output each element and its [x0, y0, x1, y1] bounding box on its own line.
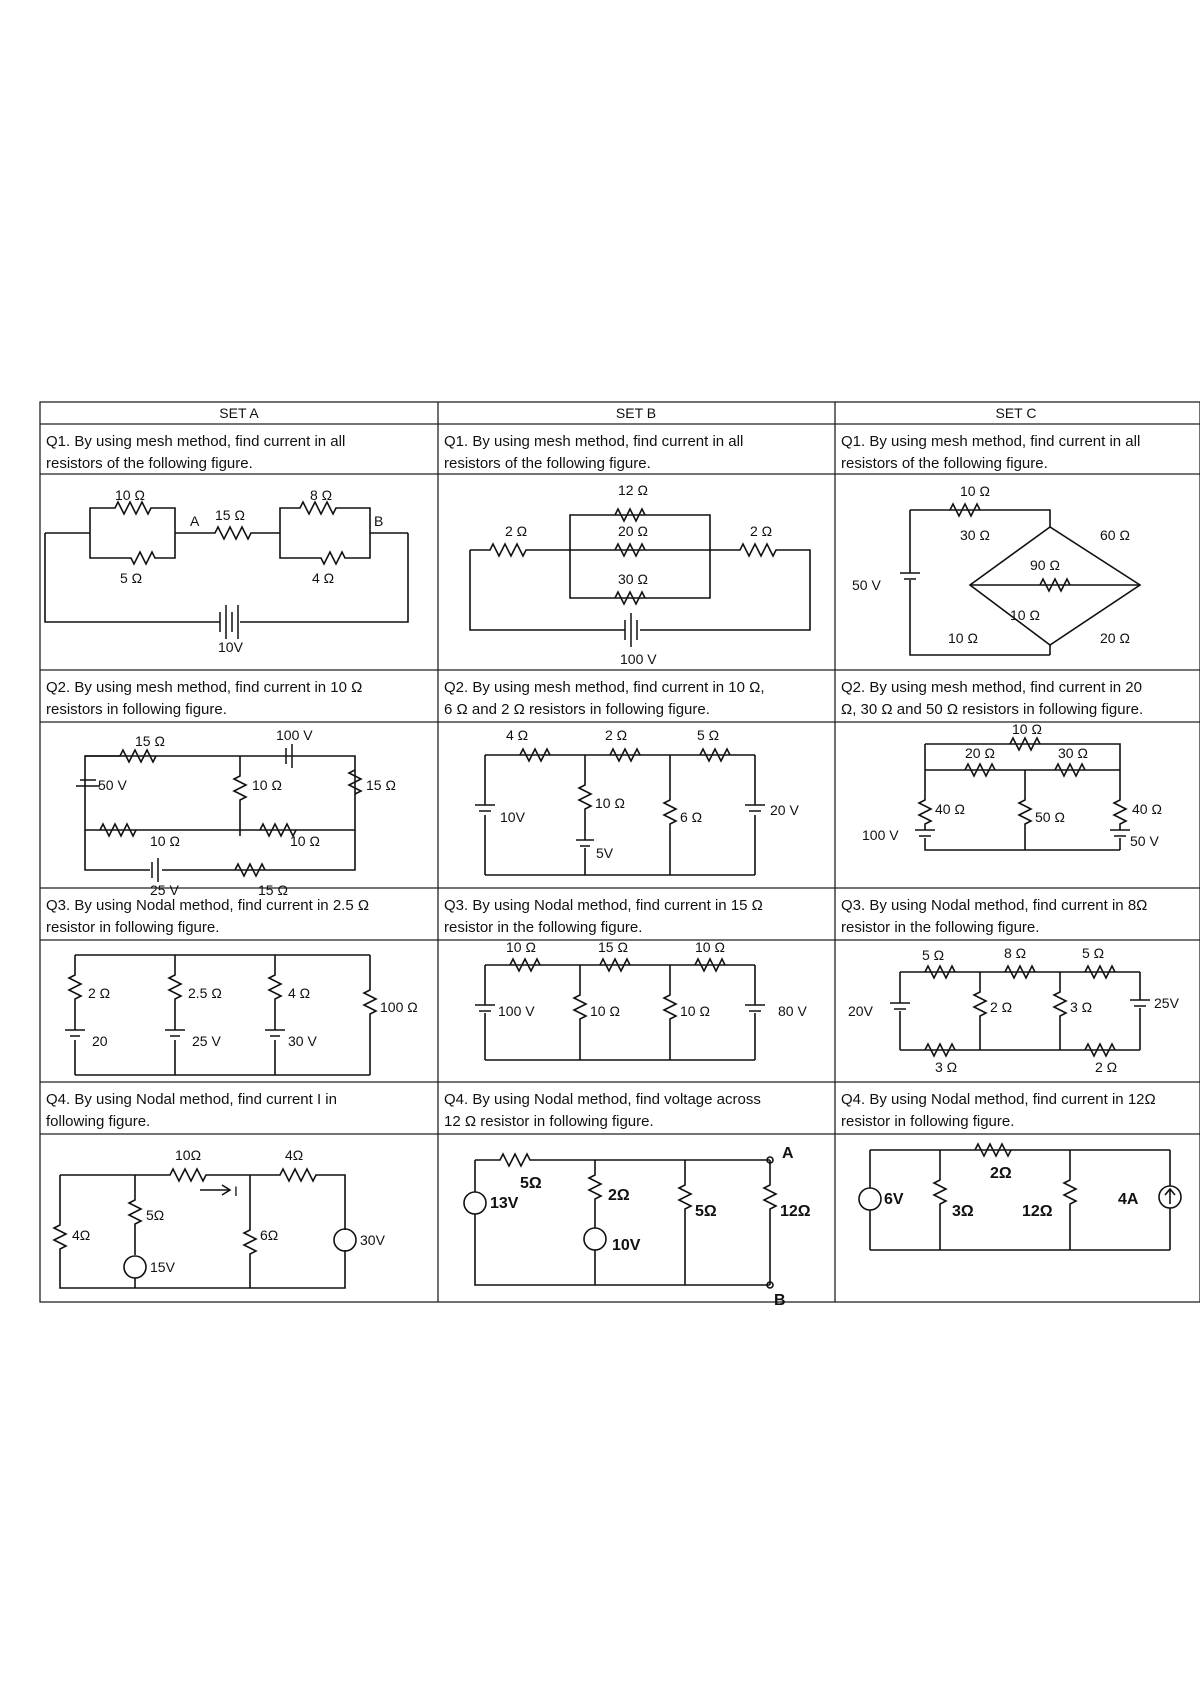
set-b-q2-r5: 6 Ω	[680, 809, 703, 825]
set-c-q2-r3: 30 Ω	[1058, 745, 1088, 761]
set-a-q4-src2: 30V	[360, 1232, 385, 1248]
set-c-q1-r6: 10 Ω	[948, 630, 978, 646]
set-b-q3-r3: 10 Ω	[695, 939, 725, 955]
set-c-q3-src1: 20V	[848, 1003, 873, 1019]
set-c-q1-r7: 20 Ω	[1100, 630, 1130, 646]
set-c-q3-r6: 3 Ω	[935, 1059, 958, 1075]
set-c-q4-r3: 12Ω	[1022, 1203, 1053, 1220]
set-b-q2-line1: Q2. By using mesh method, find current in 10 Ω,	[444, 679, 765, 696]
set-a-q4-src1: 15V	[150, 1259, 175, 1275]
set-b-q4-src1: 13V	[490, 1195, 519, 1212]
set-c-q3-line2: resistor in the following figure.	[841, 919, 1040, 936]
set-b-q3-line1: Q3. By using Nodal method, find current in 15 Ω	[444, 897, 763, 914]
set-b-q3-r5: 10 Ω	[680, 1003, 710, 1019]
set-c-q1-r5: 10 Ω	[1010, 607, 1040, 623]
set-b-q4-r1: 5Ω	[520, 1175, 542, 1192]
set-b-q4-src2: 10V	[612, 1237, 641, 1254]
set-b-q3-r1: 10 Ω	[506, 939, 536, 955]
set-b-q4-r4: 12Ω	[780, 1203, 811, 1220]
set-a-q4-r5: 6Ω	[260, 1227, 279, 1243]
set-a-q4-r1: 10Ω	[175, 1147, 202, 1163]
set-a-q4-r4: 4Ω	[72, 1227, 91, 1243]
set-c-q1-src: 50 V	[852, 577, 881, 593]
set-a-q2-src1: 100 V	[276, 727, 313, 743]
set-c-q4-r1: 2Ω	[990, 1165, 1012, 1182]
set-b-q1-r5: 30 Ω	[618, 571, 648, 587]
set-b-q4-line1: Q4. By using Nodal method, find voltage across	[444, 1091, 761, 1108]
set-a-q2-r3: 15 Ω	[366, 777, 396, 793]
set-a-q2-r1: 15 Ω	[135, 733, 165, 749]
set-a-q2-r5: 10 Ω	[290, 833, 320, 849]
set-a-q4-line2: following figure.	[46, 1113, 151, 1130]
set-c-title: SET C	[995, 405, 1037, 421]
set-c-q2-line1: Q2. By using mesh method, find current in 20	[841, 679, 1142, 696]
set-a-q3-line2: resistor in following figure.	[46, 919, 220, 936]
set-c-q2-r2: 20 Ω	[965, 745, 995, 761]
set-a-q4-cur: I	[234, 1183, 238, 1199]
set-a-q4-line1: Q4. By using Nodal method, find current I in	[46, 1091, 337, 1108]
set-c-q4-line1: Q4. By using Nodal method, find current in 12Ω	[841, 1091, 1156, 1108]
set-b-q3-line2: resistor in the following figure.	[444, 919, 643, 936]
set-b-q4-node-b: B	[774, 1292, 786, 1309]
set-a-q3-line1: Q3. By using Nodal method, find current in 2.5 Ω	[46, 897, 370, 914]
set-c-q4-line2: resistor in following figure.	[841, 1113, 1015, 1130]
set-a-q3-r2: 2.5 Ω	[188, 985, 222, 1001]
set-a-q1-src: 10V	[218, 639, 243, 655]
set-c-q2-line2: Ω, 30 Ω and 50 Ω resistors in following figure.	[841, 701, 1144, 718]
set-b-q1-r2: 2 Ω	[505, 523, 528, 539]
set-c-q4-r2: 3Ω	[952, 1203, 974, 1220]
set-c-q2-src1: 100 V	[862, 827, 899, 843]
set-c-q3-r4: 2 Ω	[990, 999, 1013, 1015]
set-c-q4-src1: 6V	[884, 1191, 904, 1208]
set-a-q2-r4: 10 Ω	[150, 833, 180, 849]
set-b-title: SET B	[615, 405, 657, 421]
set-a-q3-r4: 100 Ω	[380, 999, 418, 1015]
set-a-q1-node-a: A	[190, 513, 200, 529]
set-a-q4-r2: 4Ω	[285, 1147, 304, 1163]
set-b-q1-r1: 12 Ω	[618, 482, 648, 498]
set-a-q1-r4: 8 Ω	[310, 487, 333, 503]
set-a-q3-r3: 4 Ω	[288, 985, 311, 1001]
set-b-q2-r3: 5 Ω	[697, 727, 720, 743]
set-b-q1-src: 100 V	[620, 651, 657, 667]
set-c-q2-r6: 40 Ω	[1132, 801, 1162, 817]
set-c-q2-src2: 50 V	[1130, 833, 1159, 849]
set-c-q1-r3: 60 Ω	[1100, 527, 1130, 543]
set-c-q1-r4: 90 Ω	[1030, 557, 1060, 573]
set-c-q2-r5: 50 Ω	[1035, 809, 1065, 825]
set-b-q1-line2: resistors of the following figure.	[444, 455, 651, 472]
set-c-q1-line2: resistors of the following figure.	[841, 455, 1048, 472]
set-b-q1-line1: Q1. By using mesh method, find current in all	[444, 433, 744, 450]
set-a-q2-src2: 50 V	[98, 777, 127, 793]
set-c-q3-src2: 25V	[1154, 995, 1179, 1011]
set-a-q2-line2: resistors in following figure.	[46, 701, 227, 718]
set-b-q2-r1: 4 Ω	[506, 727, 529, 743]
set-a-q1-line2: resistors of the following figure.	[46, 455, 253, 472]
set-b-q2-r4: 10 Ω	[595, 795, 625, 811]
set-b-q4-line2: 12 Ω resistor in following figure.	[444, 1113, 654, 1130]
set-c-q3-line1: Q3. By using Nodal method, find current in 8Ω	[841, 897, 1148, 914]
set-c-q2-r1: 10 Ω	[1012, 721, 1042, 737]
set-a-q4-r3: 5Ω	[146, 1207, 165, 1223]
set-b-q2-r2: 2 Ω	[605, 727, 628, 743]
set-a-q1-line1: Q1. By using mesh method, find current in all	[46, 433, 346, 450]
set-c-q2-r4: 40 Ω	[935, 801, 965, 817]
set-b-q3-r4: 10 Ω	[590, 1003, 620, 1019]
set-c-q1-line1: Q1. By using mesh method, find current in all	[841, 433, 1141, 450]
set-a-q3-src1: 20	[92, 1033, 108, 1049]
set-a-q1-r2: 5 Ω	[120, 570, 143, 586]
set-b-q3-src1: 100 V	[498, 1003, 535, 1019]
set-a-q2-r2: 10 Ω	[252, 777, 282, 793]
set-b-q2-src1: 10V	[500, 809, 525, 825]
set-a-q1-r5: 4 Ω	[312, 570, 335, 586]
set-a-title: SET A	[219, 405, 259, 421]
set-a-q3-src2: 25 V	[192, 1033, 221, 1049]
set-c-q1-r2: 30 Ω	[960, 527, 990, 543]
set-b-q2-src2: 5V	[596, 845, 614, 861]
set-c-q3-r1: 5 Ω	[922, 947, 945, 963]
set-a-q1-r3: 15 Ω	[215, 507, 245, 523]
set-c-q4-src2: 4A	[1118, 1191, 1139, 1208]
set-c-q3-r2: 8 Ω	[1004, 945, 1027, 961]
set-b-q4-r3: 5Ω	[695, 1203, 717, 1220]
set-a-q3-src3: 30 V	[288, 1033, 317, 1049]
set-c-q3-r3: 5 Ω	[1082, 945, 1105, 961]
set-b-q2-line2: 6 Ω and 2 Ω resistors in following figure.	[444, 701, 710, 718]
set-b-q3-src2: 80 V	[778, 1003, 807, 1019]
set-b-q3-r2: 15 Ω	[598, 939, 628, 955]
set-b-q4-r2: 2Ω	[608, 1187, 630, 1204]
set-b-q4-node-a: A	[782, 1145, 794, 1162]
set-b-q2-src3: 20 V	[770, 802, 799, 818]
set-c-q3-r5: 3 Ω	[1070, 999, 1093, 1015]
set-a-q3-r1: 2 Ω	[88, 985, 111, 1001]
set-c-q1-r1: 10 Ω	[960, 483, 990, 499]
set-b-q1-r3: 20 Ω	[618, 523, 648, 539]
set-a-q2-src3: 25 V	[150, 882, 179, 898]
set-a-q2-r6: 15 Ω	[258, 882, 288, 898]
set-a-q1-r1: 10 Ω	[115, 487, 145, 503]
set-b-q1-r4: 2 Ω	[750, 523, 773, 539]
set-c-q3-r7: 2 Ω	[1095, 1059, 1118, 1075]
set-a-q2-line1: Q2. By using mesh method, find current in 10 Ω	[46, 679, 363, 696]
set-a-q1-node-b: B	[374, 513, 384, 529]
